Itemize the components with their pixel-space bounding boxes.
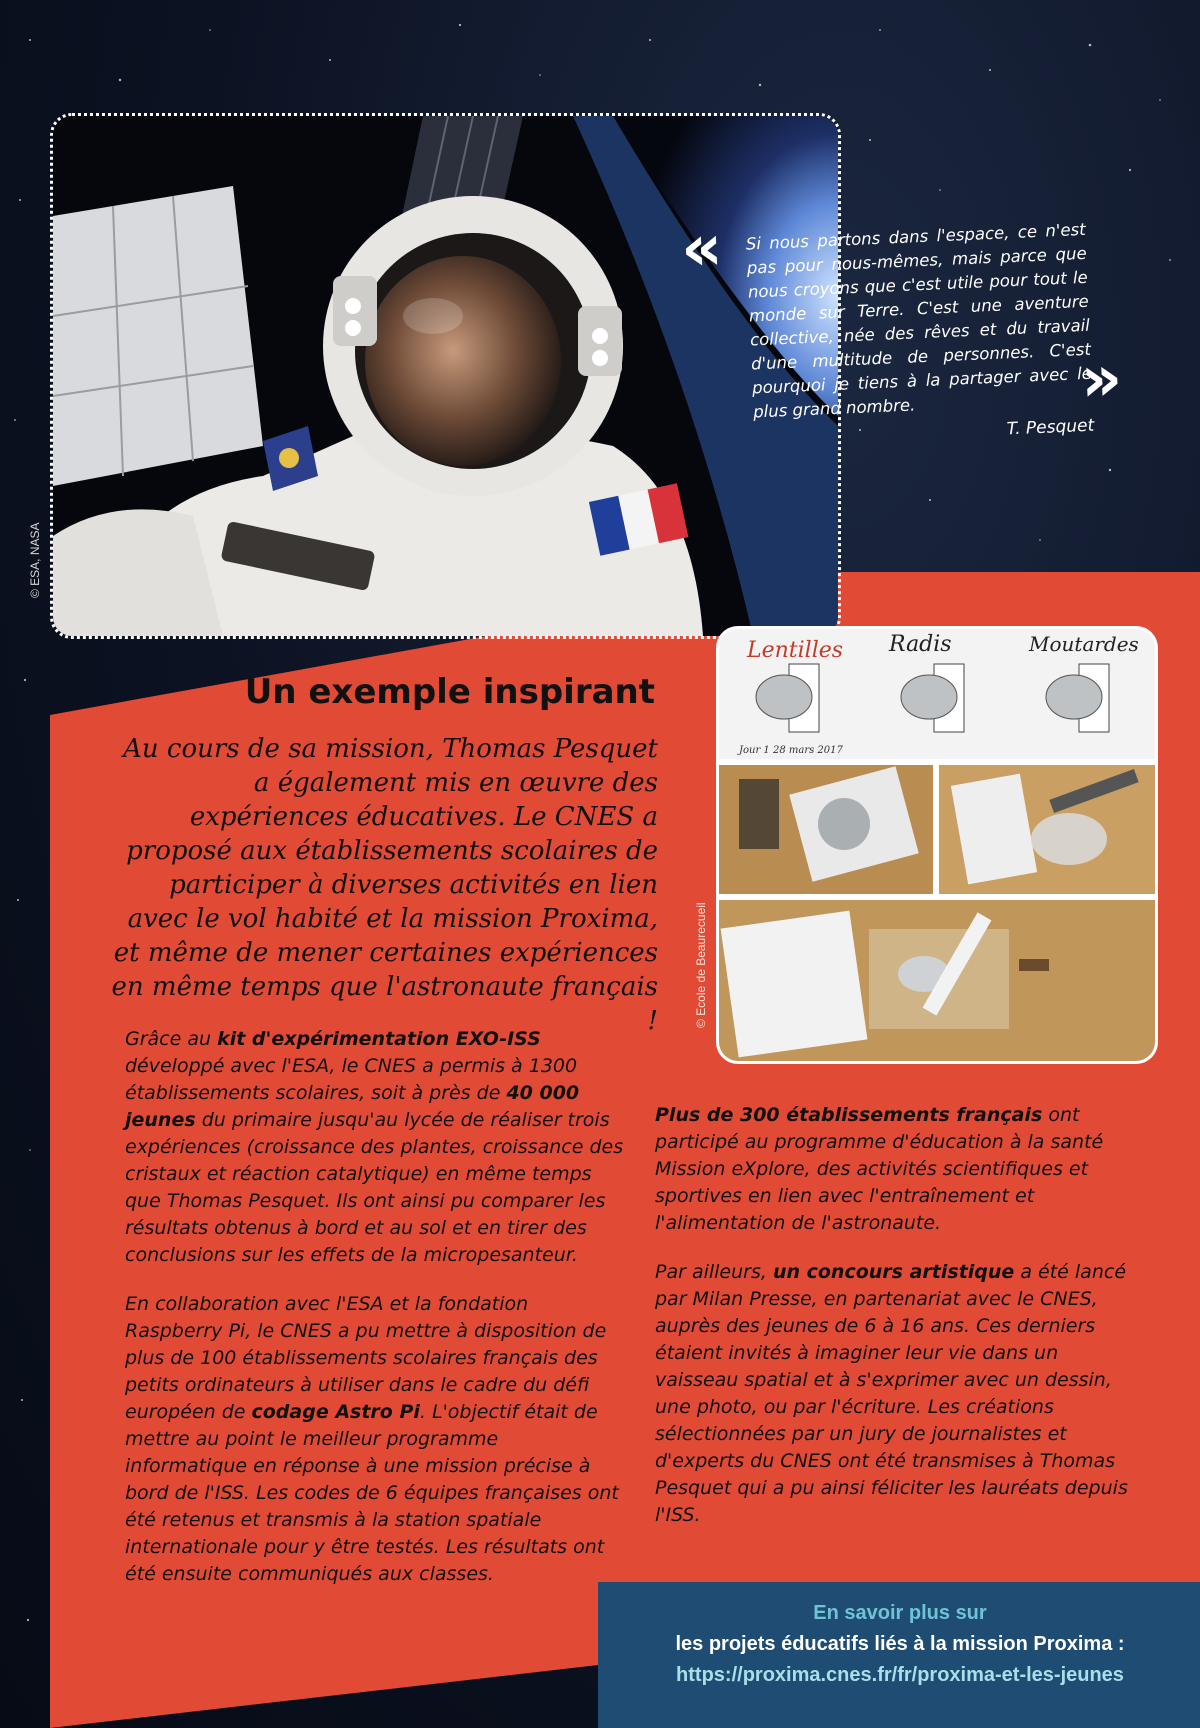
- photo-credit-esa-nasa: © ESA, NASA: [28, 522, 42, 598]
- quote-close-mark: »: [1079, 341, 1124, 418]
- board-label-moutardes: Moutardes: [1029, 632, 1139, 656]
- text-span: . L'objectif était de mettre au point le meilleur programme informatique en réponse à une mission précise à bord de l'ISS. Les codes de 6 équipes françaises ont été retenus et transmis à la station spatiale internationale pour y être testés. Les résultats ont été ensuite communiqués aux classes.: [125, 1401, 619, 1585]
- board-date-note: Jour 1 28 mars 2017: [739, 745, 843, 756]
- quote-text: Si nous partons dans l'espace, ce n'est pas pour nous-mêmes, mais parce que nous croyons que c'est utile pour tout le monde sur Terre. C'est une aventure collective, née des rêves et du travail d'une multitude de personnes. C'est pourquoi je tiens à la partager avec le plus grand nombre.: [745, 219, 1093, 422]
- highlight-kit-exo-iss: kit d'expérimentation EXO-ISS: [217, 1028, 541, 1050]
- school-experiment-photos: [716, 626, 1158, 1064]
- quote-open-mark: «: [679, 210, 724, 287]
- highlight-codage-astro-pi: codage Astro Pi: [251, 1401, 420, 1423]
- proxima-link[interactable]: https://proxima.cnes.fr/fr/proxima-et-les-jeunes: [676, 1664, 1124, 1686]
- info-subheading: les projets éducatifs liés à la mission Proxima :: [675, 1633, 1125, 1655]
- board-label-lentilles: Lentilles: [747, 638, 844, 663]
- right-column: [655, 1102, 1135, 1551]
- section-title: Un exemple inspirant: [244, 672, 655, 712]
- highlight-300-etablissements: Plus de 300 établissements français: [655, 1104, 1043, 1126]
- section-intro: Au cours de sa mission, Thomas Pesquet a également mis en œuvre des expériences éducatives. Le CNES a proposé aux établissements scolaires de participer à diverses activités en lien avec le vol habité et la mission Proxima, et même de mener certaines expériences en même temps que l'astronaute français !: [111, 734, 658, 1036]
- pesquet-quote: [679, 210, 1124, 453]
- quote-author: T. Pesquet: [1006, 415, 1095, 440]
- right-paragraph-concours: [655, 1259, 1135, 1529]
- highlight-concours-artistique: un concours artistique: [772, 1261, 1015, 1283]
- left-paragraph-exo-iss: [125, 1026, 625, 1269]
- text-span: a été lancé par Milan Presse, en partenariat avec le CNES, auprès des jeunes de 6 à 16 ans. Ces derniers étaient invités à imaginer leur vie dans un vaisseau spatial et à s'exprimer avec un dessin, une photo, ou par l'écriture. Les créations sélectionnées par un jury de journalistes et d'experts du CNES ont été transmises à Thomas Pesquet qui a pu ainsi féliciter les lauréats depuis l'ISS.: [655, 1261, 1128, 1526]
- board-label-radis: Radis: [889, 632, 952, 657]
- text-span: Par ailleurs,: [655, 1261, 773, 1283]
- left-paragraph-astro-pi: [125, 1291, 625, 1588]
- right-paragraph-mission-explore: [655, 1102, 1135, 1237]
- text-span: développé avec l'ESA, le CNES a permis à 1300 établissements scolaires, soit à près de: [125, 1055, 578, 1104]
- text-span: du primaire jusqu'au lycée de réaliser trois expériences (croissance des plantes, croissance des cristaux et réaction catalytique) en même temps que Thomas Pesquet. Ils ont ainsi pu comparer les résultats obtenus à bord et au sol et en tirer des conclusions sur les effets de la micropesanteur.: [125, 1109, 624, 1266]
- experiment-photo-collage: [719, 629, 1155, 1061]
- info-heading: En savoir plus sur: [813, 1602, 987, 1624]
- photo-credit-ecole: © Ecole de Beaurecueil: [694, 902, 708, 1028]
- highlight-40000-jeunes: 40 000 jeunes: [125, 1082, 580, 1131]
- left-column: [125, 1026, 625, 1610]
- text-span: ont participé au programme d'éducation à la santé Mission eXplore, des activités scientifiques et sportives en lien avec l'entraînement et l'alimentation de l'astronaute.: [655, 1104, 1104, 1234]
- info-box-content: [600, 1598, 1200, 1691]
- text-span: Grâce au: [125, 1028, 218, 1050]
- text-span: En collaboration avec l'ESA et la fondation Raspberry Pi, le CNES a pu mettre à disposition de plus de 100 établissements scolaires français des petits ordinateurs à utiliser dans le cadre du défi européen de: [125, 1293, 607, 1423]
